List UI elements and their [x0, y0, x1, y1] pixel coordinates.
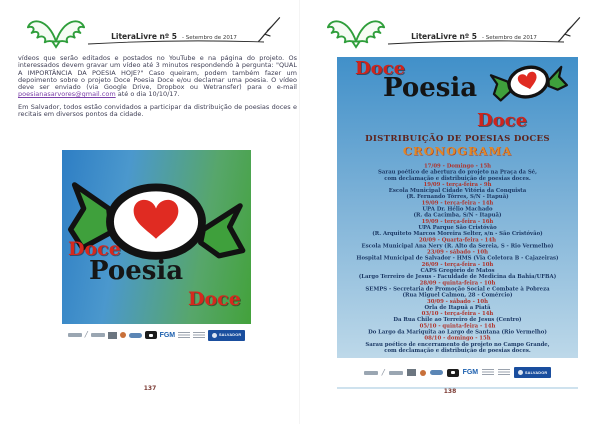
- page-right: [300, 0, 600, 424]
- schedule-location: UPA Parque São Cristóvão: [418, 223, 497, 231]
- sponsor-logo: [108, 332, 117, 339]
- schedule-location: Hospital Municipal de Salvador - HMS (Via Coletora B - Cajazeiras): [356, 254, 559, 262]
- schedule-location: (R. Arquiteto Marcos Moreira Selter, s/n - São Cristóvão): [372, 230, 543, 237]
- salvador-logo-label: SALVADOR: [524, 370, 548, 375]
- salvador-city-logo: [514, 367, 551, 378]
- artwork-background: [62, 150, 251, 324]
- wings-logo-icon: [326, 13, 386, 51]
- schedule-date: 28/09 - quinta-feira - 10h: [419, 279, 496, 286]
- article-paragraph-2: Em Salvador, todos estão convidados a participar da distribuição de poesias doces e recitais em diversos pontos da cidade.: [18, 102, 297, 119]
- schedule-entry: [337, 323, 578, 335]
- poster-word-doce-bottom: Doce: [477, 110, 528, 131]
- schedule-location: Escola Municipal Ana Nery (R. Alto da Sereia, S - Rio Vermelho): [361, 242, 554, 249]
- schedule-location: (R. da Cacimba, S/N - Itapuã): [413, 211, 502, 219]
- artwork-word-poesia: Poesia: [89, 256, 184, 286]
- sponsor-logo: [498, 369, 510, 376]
- schedule-location: com declamação e distribuição de poesias doces.: [384, 174, 531, 182]
- schedule-date: 19/09 - terça-feira - 9h: [423, 180, 492, 188]
- poster-heading: DISTRIBUIÇÃO DE POESIAS DOCES: [365, 134, 550, 144]
- schedule-date: 08/10 - domingo - 15h: [424, 334, 491, 342]
- schedule-entry: [337, 200, 578, 218]
- schedule-entry: [337, 181, 578, 199]
- schedule-date: 05/10 - quinta-feira - 14h: [419, 322, 496, 329]
- schedule-date: 26/09 - terça-feira - 10h: [421, 260, 494, 268]
- schedule-location: Sarau poético de encerramento do projeto no Campo Grande,: [365, 340, 550, 348]
- schedule-location: Da Rua Chile ao Terreiro de Jesus (Centro): [393, 316, 522, 323]
- schedule-location: Sarau poético de abertura do projeto na Praça da Sé,: [378, 168, 537, 176]
- schedule-entry: [337, 218, 578, 236]
- schedule-entry: [337, 249, 578, 261]
- sponsor-logo: [364, 371, 378, 375]
- schedule-date: 30/09 - sábado - 10h: [427, 297, 488, 305]
- schedule-location: com declamação e distribuição de poesias doces.: [384, 346, 531, 354]
- sponsor-logo: [430, 370, 443, 375]
- sponsor-logo: [91, 333, 105, 337]
- quill-icon: [256, 16, 284, 42]
- artwork-word-doce-bottom: Doce: [188, 288, 241, 310]
- sponsor-logo: [129, 333, 142, 338]
- wings-logo-icon: [26, 13, 86, 51]
- schedule-date: 17/09 - Domingo - 15h: [423, 162, 492, 169]
- schedule-list: [337, 163, 578, 354]
- sponsor-logo-tv: [145, 331, 157, 339]
- schedule-date: 20/09 - Quarta-feira - 14h: [419, 236, 496, 243]
- schedule-entry: [337, 311, 578, 323]
- sponsor-logo: [178, 332, 190, 339]
- header-underline: [86, 37, 268, 47]
- sponsor-logo: [389, 371, 403, 375]
- poster-subheading: CRONOGRAMA: [402, 144, 513, 158]
- salvador-emblem-icon: [518, 370, 523, 375]
- schedule-entry: [337, 261, 578, 279]
- schedule-date: 19/09 - terça-feira - 14h: [421, 199, 494, 206]
- poster-word-doce-top: Doce: [355, 58, 406, 79]
- schedule-location: Do Largo da Mariquita ao Largo de Santana (Rio Vermelho): [368, 328, 547, 336]
- fgm-logo: FGM: [159, 331, 176, 339]
- schedule-location: CAPS Gregório de Matos: [420, 267, 495, 274]
- candy-heart-icon: [484, 48, 571, 113]
- article-paragraph-1: [18, 55, 297, 99]
- header-underline: [386, 37, 568, 47]
- magazine-title-name: LiteraLivre nº 5: [111, 32, 177, 41]
- sponsor-logo: /: [84, 330, 88, 339]
- quill-icon: [556, 16, 584, 42]
- doce-poesia-artwork: [62, 150, 251, 346]
- schedule-entry: [337, 280, 578, 298]
- magazine-title-name: LiteraLivre nº 5: [411, 32, 477, 41]
- schedule-location: Orla de Itapuã a Piatã: [424, 303, 491, 311]
- schedule-entry: [337, 237, 578, 249]
- schedule-date: 23/09 - sábado - 10h: [427, 248, 488, 256]
- sponsor-logo: [482, 369, 494, 376]
- schedule-location: Escola Municipal Cidade Vitória da Conquista: [388, 187, 527, 194]
- sponsor-logos-strip: [337, 358, 578, 387]
- schedule-entry: [337, 298, 578, 310]
- salvador-city-logo: [208, 330, 245, 341]
- schedule-date: 19/09 - terça-feira - 16h: [421, 217, 494, 225]
- sponsor-logo: [420, 370, 426, 376]
- article-text-before-email: vídeos que serão editados e postados no YouTube e na página do projeto. Os interessados devem gravar um vídeo até 3 minutos respondendo à pergunta: "QUAL A IMPORTÂNCIA DA POESIA HOJE?" Caso queiram, podem também fazer um depoimento sobre o projeto Doce Poesia Doce e/ou declamar uma poesia. O vídeo deve ser enviado (via Google Drive, Dropbox ou Wetransfer) para o e-mail: [18, 54, 297, 92]
- sponsor-logo: /: [381, 367, 385, 377]
- article-text-after-email: até o dia 10/10/17.: [115, 90, 180, 99]
- salvador-logo-label: SALVADOR: [218, 333, 242, 337]
- sponsor-logo: [120, 332, 126, 338]
- schedule-location: (R. Fernando Tôrres, S/N - Itapuã): [406, 193, 509, 200]
- schedule-location: (Rua Miguel Calmon, 28 - Comércio): [402, 291, 513, 299]
- sponsor-logo: [193, 332, 205, 339]
- sponsor-logo-tv: [447, 369, 459, 377]
- sponsor-logo: [407, 369, 416, 376]
- magazine-issue-date: - Setembro de 2017: [482, 35, 537, 41]
- email-link[interactable]: poesianasarvores@gmail.com: [18, 90, 116, 99]
- schedule-location: UPA Dr. Hélio Machado: [422, 205, 493, 213]
- fgm-logo: FGM: [462, 369, 479, 376]
- salvador-emblem-icon: [212, 333, 217, 338]
- schedule-entry: [337, 335, 578, 353]
- article-text: [18, 55, 297, 123]
- sponsor-logo: [68, 333, 82, 337]
- page-number-right: 138: [443, 388, 457, 395]
- schedule-date: 03/10 - terça-feira - 14h: [421, 310, 494, 317]
- poster-word-poesia: Poesia: [383, 73, 478, 103]
- sponsor-logos-strip: [62, 324, 251, 346]
- artwork-word-doce-top: Doce: [68, 238, 121, 260]
- schedule-entry: [337, 163, 578, 181]
- schedule-location: SEMPS - Secretaria de Promoção Social e Combate à Pobreza: [365, 285, 550, 292]
- cronograma-poster: [337, 57, 578, 389]
- page-number-left: 137: [143, 385, 157, 392]
- magazine-issue-date: - Setembro de 2017: [182, 35, 237, 41]
- schedule-location: (Largo Terreiro de Jesus - Faculdade de Medicina da Bahia/UFBA): [358, 273, 557, 280]
